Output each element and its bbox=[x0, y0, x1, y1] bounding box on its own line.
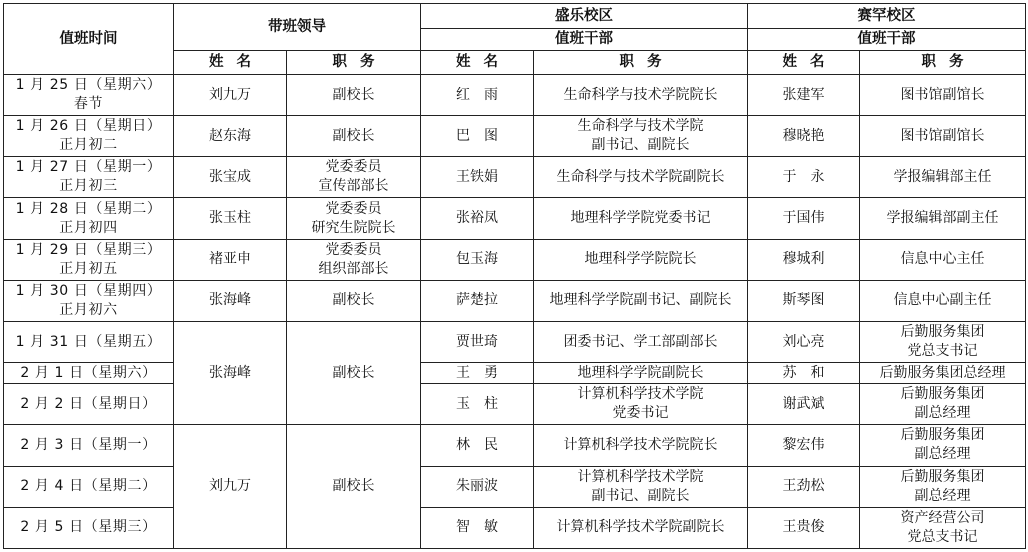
table-row bbox=[4, 198, 1026, 239]
shengle-cadre-title: 计算机科学技术学院 副书记、副院长 bbox=[534, 466, 748, 507]
leader-title: 副校长 bbox=[287, 321, 421, 424]
duty-date: 2 月 5 日（星期三） bbox=[4, 507, 174, 548]
saihan-cadre-name: 张建军 bbox=[748, 75, 860, 116]
header-leader-name: 姓名 bbox=[174, 51, 287, 75]
leader-name: 褚亚申 bbox=[174, 239, 287, 280]
leader-name: 张玉柱 bbox=[174, 198, 287, 239]
leader-name: 刘九万 bbox=[174, 425, 287, 549]
leader-name: 张海峰 bbox=[174, 280, 287, 321]
shengle-cadre-name: 王铁娟 bbox=[421, 157, 534, 198]
shengle-cadre-name: 智 敏 bbox=[421, 507, 534, 548]
saihan-cadre-title: 图书馆副馆长 bbox=[860, 116, 1026, 157]
saihan-cadre-name: 黎宏伟 bbox=[748, 425, 860, 466]
saihan-cadre-title: 后勤服务集团 副总经理 bbox=[860, 384, 1026, 425]
duty-date: 1 月 30 日（星期四） 正月初六 bbox=[4, 280, 174, 321]
saihan-cadre-name: 王劲松 bbox=[748, 466, 860, 507]
saihan-cadre-name: 于国伟 bbox=[748, 198, 860, 239]
table-row bbox=[4, 75, 1026, 116]
shengle-cadre-title: 地理科学学院院长 bbox=[534, 239, 748, 280]
header-cadre-saihan: 值班干部 bbox=[748, 29, 1026, 51]
header-duty-time: 值班时间 bbox=[4, 4, 174, 75]
shengle-cadre-title: 地理科学学院党委书记 bbox=[534, 198, 748, 239]
shengle-cadre-title: 计算机科学技术学院院长 bbox=[534, 425, 748, 466]
table-row bbox=[4, 384, 1026, 425]
saihan-cadre-title: 信息中心副主任 bbox=[860, 280, 1026, 321]
table-row bbox=[4, 280, 1026, 321]
shengle-cadre-name: 朱丽波 bbox=[421, 466, 534, 507]
duty-date: 1 月 28 日（星期二） 正月初四 bbox=[4, 198, 174, 239]
shengle-cadre-title: 生命科学与技术学院副院长 bbox=[534, 157, 748, 198]
table-row bbox=[4, 157, 1026, 198]
header-leader-duty: 职务 bbox=[287, 51, 421, 75]
table-row bbox=[4, 239, 1026, 280]
saihan-cadre-title: 学报编辑部主任 bbox=[860, 157, 1026, 198]
table-row bbox=[4, 425, 1026, 466]
shengle-cadre-name: 贾世琦 bbox=[421, 321, 534, 362]
saihan-cadre-name: 谢武斌 bbox=[748, 384, 860, 425]
shengle-cadre-title: 计算机科学技术学院副院长 bbox=[534, 507, 748, 548]
shengle-cadre-title: 生命科学与技术学院院长 bbox=[534, 75, 748, 116]
leader-title: 副校长 bbox=[287, 280, 421, 321]
shengle-cadre-name: 林 民 bbox=[421, 425, 534, 466]
duty-date: 1 月 31 日（星期五） bbox=[4, 321, 174, 362]
leader-name: 张宝成 bbox=[174, 157, 287, 198]
duty-schedule-table bbox=[3, 3, 1026, 549]
shengle-cadre-name: 红 雨 bbox=[421, 75, 534, 116]
shengle-cadre-title: 生命科学与技术学院 副书记、副院长 bbox=[534, 116, 748, 157]
saihan-cadre-name: 刘心亮 bbox=[748, 321, 860, 362]
saihan-cadre-title: 学报编辑部副主任 bbox=[860, 198, 1026, 239]
header-campus-saihan: 赛罕校区 bbox=[748, 4, 1026, 29]
shengle-cadre-name: 萨楚拉 bbox=[421, 280, 534, 321]
saihan-cadre-title: 图书馆副馆长 bbox=[860, 75, 1026, 116]
duty-date: 1 月 27 日（星期一） 正月初三 bbox=[4, 157, 174, 198]
header-saihan-duty: 职务 bbox=[860, 51, 1026, 75]
shengle-cadre-title: 地理科学学院副院长 bbox=[534, 363, 748, 384]
shengle-cadre-title: 地理科学学院副书记、副院长 bbox=[534, 280, 748, 321]
leader-name: 刘九万 bbox=[174, 75, 287, 116]
leader-name: 赵东海 bbox=[174, 116, 287, 157]
leader-title: 副校长 bbox=[287, 425, 421, 549]
leader-title: 副校长 bbox=[287, 75, 421, 116]
duty-date: 2 月 2 日（星期日） bbox=[4, 384, 174, 425]
saihan-cadre-title: 后勤服务集团总经理 bbox=[860, 363, 1026, 384]
duty-date: 2 月 1 日（星期六） bbox=[4, 363, 174, 384]
leader-name: 张海峰 bbox=[174, 321, 287, 424]
table-row bbox=[4, 466, 1026, 507]
saihan-cadre-name: 于 永 bbox=[748, 157, 860, 198]
saihan-cadre-title: 后勤服务集团 副总经理 bbox=[860, 425, 1026, 466]
leader-title: 党委委员 组织部部长 bbox=[287, 239, 421, 280]
saihan-cadre-title: 信息中心主任 bbox=[860, 239, 1026, 280]
shengle-cadre-name: 玉 柱 bbox=[421, 384, 534, 425]
saihan-cadre-name: 苏 和 bbox=[748, 363, 860, 384]
saihan-cadre-name: 穆城利 bbox=[748, 239, 860, 280]
leader-title: 党委委员 研究生院院长 bbox=[287, 198, 421, 239]
header-shengle-name: 姓名 bbox=[421, 51, 534, 75]
table-row bbox=[4, 321, 1026, 362]
header-saihan-name: 姓名 bbox=[748, 51, 860, 75]
table-row bbox=[4, 507, 1026, 548]
table-row bbox=[4, 116, 1026, 157]
shengle-cadre-name: 张裕凤 bbox=[421, 198, 534, 239]
duty-date: 1 月 29 日（星期三） 正月初五 bbox=[4, 239, 174, 280]
duty-date: 2 月 4 日（星期二） bbox=[4, 466, 174, 507]
saihan-cadre-title: 后勤服务集团 副总经理 bbox=[860, 466, 1026, 507]
duty-date: 1 月 25 日（星期六） 春节 bbox=[4, 75, 174, 116]
header-cadre-shengle: 值班干部 bbox=[421, 29, 748, 51]
saihan-cadre-name: 穆晓艳 bbox=[748, 116, 860, 157]
duty-date: 1 月 26 日（星期日） 正月初二 bbox=[4, 116, 174, 157]
saihan-cadre-title: 后勤服务集团 党总支书记 bbox=[860, 321, 1026, 362]
shengle-cadre-title: 团委书记、学工部副部长 bbox=[534, 321, 748, 362]
shengle-cadre-name: 巴 图 bbox=[421, 116, 534, 157]
header-campus-shengle: 盛乐校区 bbox=[421, 4, 748, 29]
shengle-cadre-name: 包玉海 bbox=[421, 239, 534, 280]
shengle-cadre-name: 王 勇 bbox=[421, 363, 534, 384]
header-leader: 带班领导 bbox=[174, 4, 421, 51]
header-shengle-duty: 职务 bbox=[534, 51, 748, 75]
shengle-cadre-title: 计算机科学技术学院 党委书记 bbox=[534, 384, 748, 425]
table-row bbox=[4, 363, 1026, 384]
saihan-cadre-name: 王贵俊 bbox=[748, 507, 860, 548]
duty-date: 2 月 3 日（星期一） bbox=[4, 425, 174, 466]
leader-title: 副校长 bbox=[287, 116, 421, 157]
saihan-cadre-title: 资产经营公司 党总支书记 bbox=[860, 507, 1026, 548]
saihan-cadre-name: 斯琴图 bbox=[748, 280, 860, 321]
leader-title: 党委委员 宣传部部长 bbox=[287, 157, 421, 198]
